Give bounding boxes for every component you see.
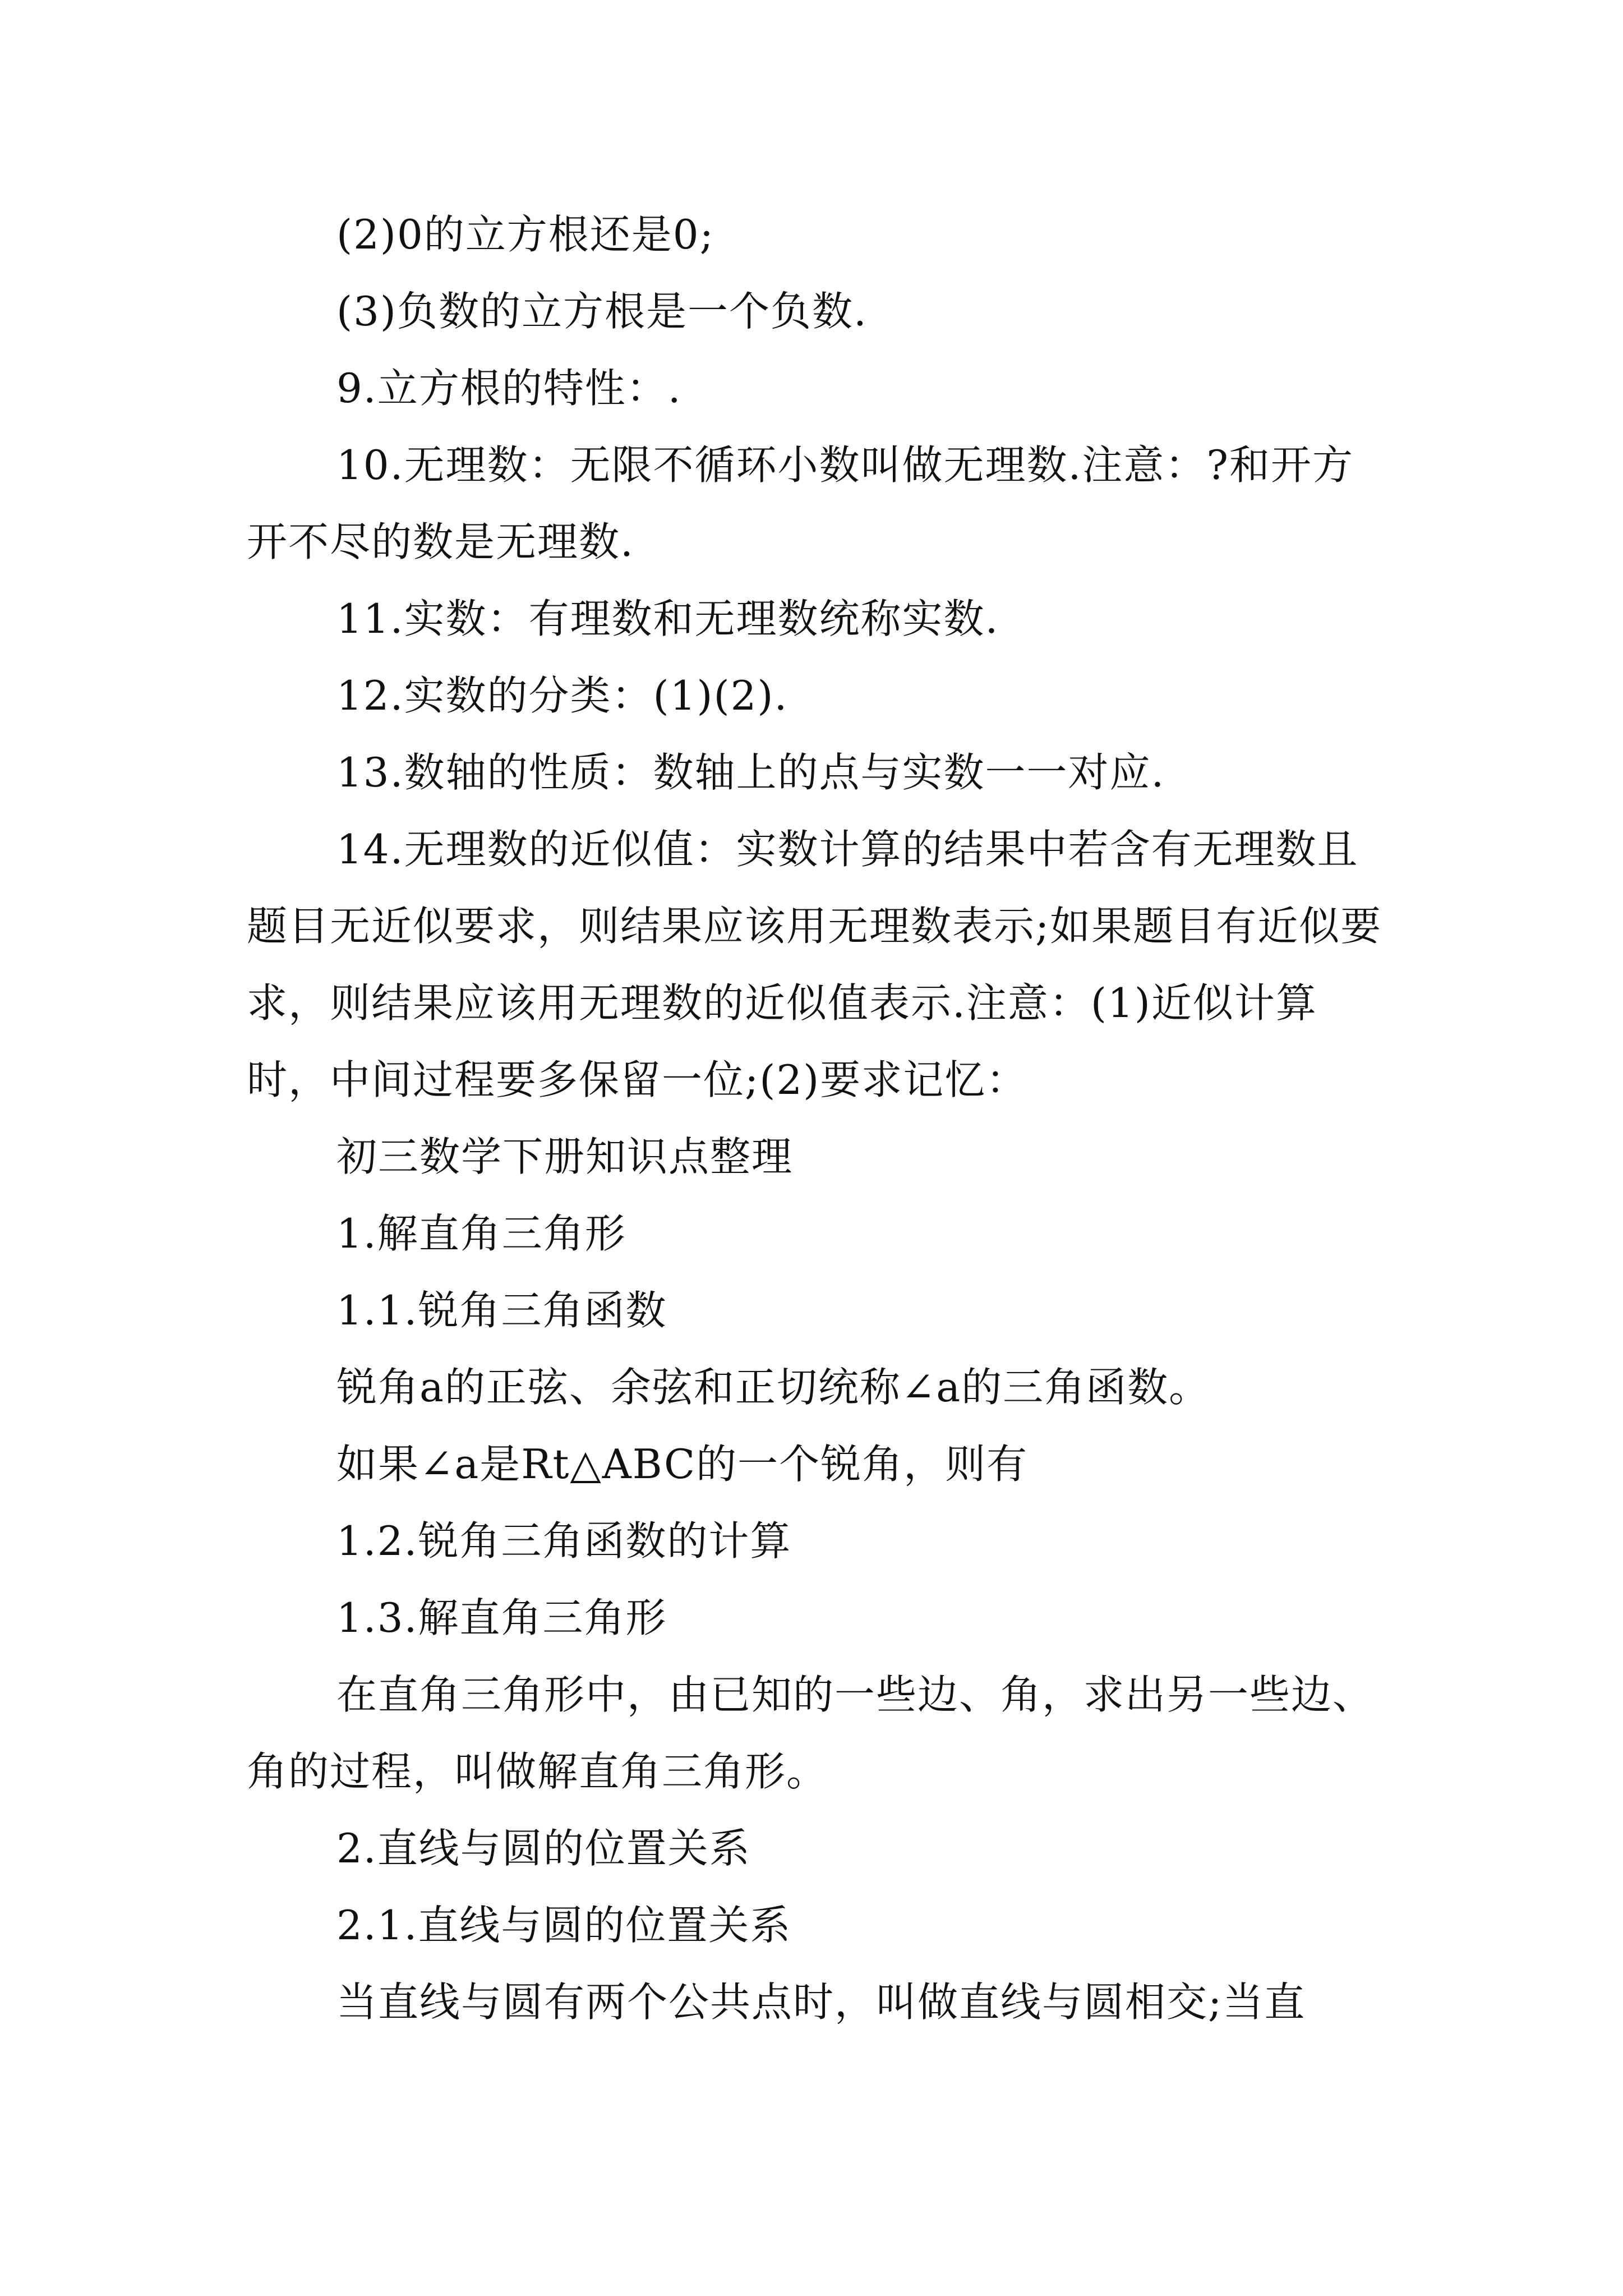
paragraph-trig-condition: 如果∠a是Rt△ABC的一个锐角，则有	[336, 1441, 1029, 1488]
paragraph-real-numbers: 11.实数：有理数和无理数统称实数.	[336, 595, 999, 642]
paragraph-solve-right-triangle: 在直角三角形中，由已知的一些边、角，求出另一些边、角的过程，叫做解直角三角形。	[247, 1671, 1375, 1795]
paragraph-irrational-approximation: 14.无理数的近似值：实数计算的结果中若含有无理数且题目无近似要求，则结果应该用无理数表示;如果题目有近似要求，则结果应该用无理数的近似值表示.注意：(1)近似计算时，中间过程要多保留一位;(2)要求记忆：	[247, 826, 1382, 1103]
paragraph-cube-root-negative: (3)负数的立方根是一个负数.	[336, 288, 868, 335]
paragraph-real-number-classification: 12.实数的分类：(1)(2).	[336, 672, 789, 719]
subheading-trig-calculation: 1.2.锐角三角函数的计算	[336, 1517, 792, 1565]
paragraph-cube-root-property: 9.立方根的特性：.	[336, 365, 682, 412]
paragraph-line-circle-intersect: 当直线与圆有两个公共点时，叫做直线与圆相交;当直	[336, 1978, 1306, 2026]
subheading-solve-right-triangle: 1.3.解直角三角形	[336, 1594, 667, 1641]
paragraph-cube-root-zero: (2)0的立方根还是0;	[336, 211, 714, 258]
heading-right-triangle: 1.解直角三角形	[336, 1210, 626, 1257]
paragraph-irrational-numbers: 10.无理数：无限不循环小数叫做无理数.注意：?和开方开不尽的数是无理数.	[247, 441, 1354, 565]
paragraph-number-line-property: 13.数轴的性质：数轴上的点与实数一一对应.	[336, 749, 1165, 796]
paragraph-trig-definition: 锐角a的正弦、余弦和正切统称∠a的三角函数。	[336, 1364, 1211, 1411]
section-heading: 初三数学下册知识点整理	[336, 1133, 794, 1180]
heading-line-circle: 2.直线与圆的位置关系	[336, 1825, 751, 1872]
subheading-trig-functions: 1.1.锐角三角函数	[336, 1287, 667, 1334]
subheading-line-circle-position: 2.1.直线与圆的位置关系	[336, 1902, 792, 1949]
document-body	[247, 196, 1385, 2041]
